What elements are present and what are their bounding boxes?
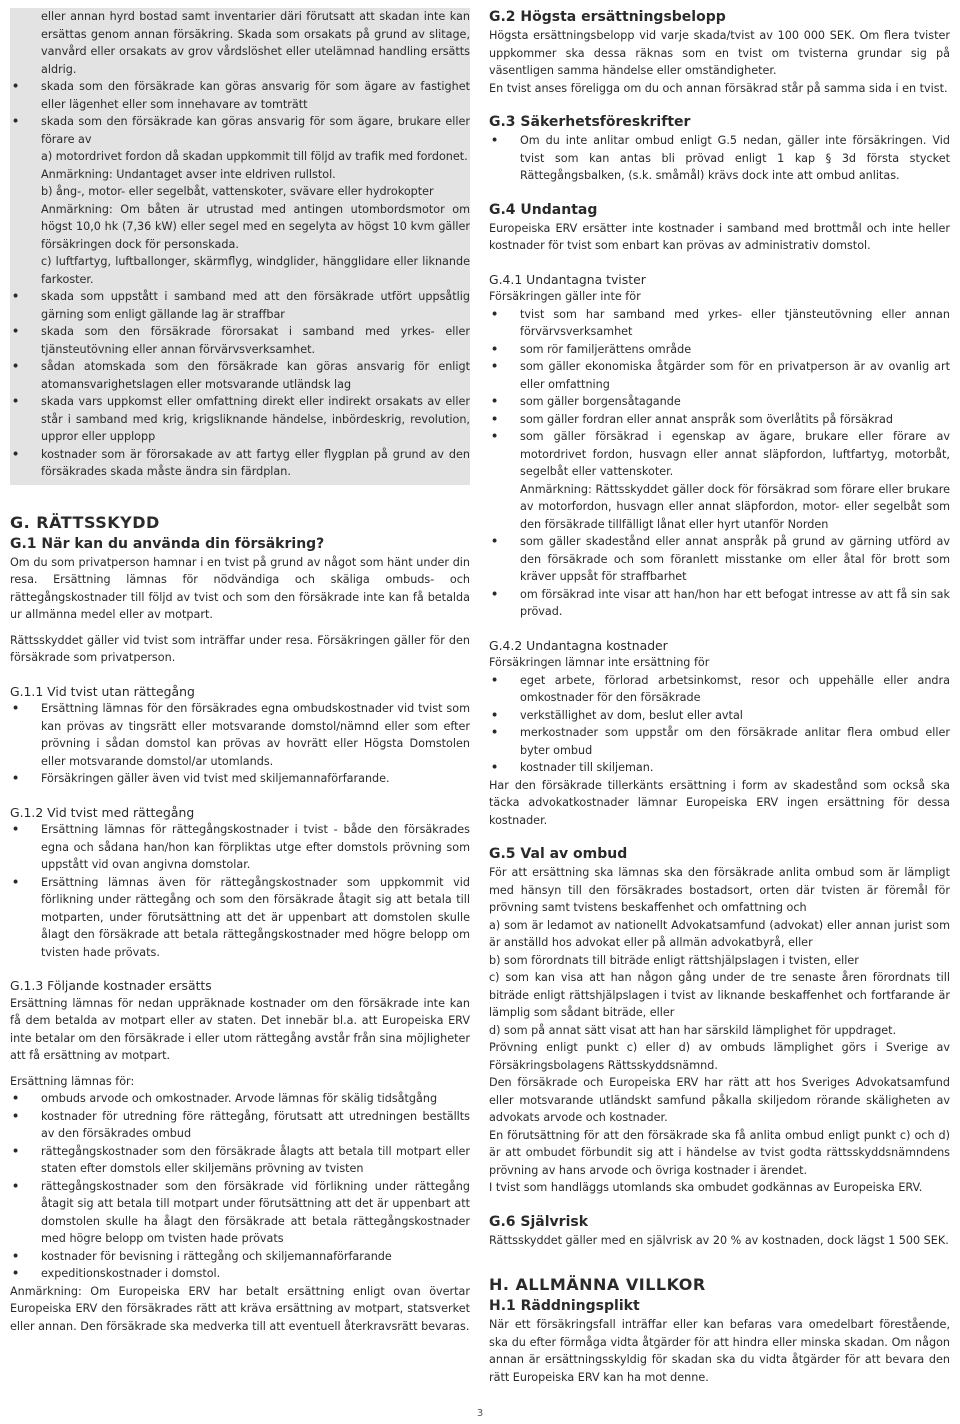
panel-item-b: b) ång-, motor- eller segelbåt, vattenskoter, svävare eller hydrokopter	[41, 185, 434, 198]
g2-paragraph: En tvist anses föreligga om du och annan försäkrad står på samma sida i en tvist.	[489, 81, 948, 95]
g1-paragraph: Om du som privatperson hamnar i en tvist på grund av något som hänt under din resa. Ersättning lämnas för nödvändiga och skäliga ombuds- och rättegångskostnader till följd av tvist och som den försäkrade inte kan få betalda ur allmänna medel eller av motpart.	[10, 555, 470, 621]
panel-intro: eller annan hyrd bostad samt inventarier däri förutsatt att skadan inte kan ersättas genom annan försäkring. Skada som orsakats på grund av slitage, vanvård eller orsakats av grov vårdslöshet eller utelämnad handling ersätts aldrig.	[41, 10, 470, 76]
g42-bullet: • verkställighet av dom, beslut eller avtal	[489, 707, 950, 725]
heading-g42: G.4.2 Undantagna kostnader	[489, 637, 668, 653]
g42-lead: Försäkringen lämnar inte ersättning för	[489, 656, 710, 669]
g13-bullet: • kostnader för utredning före rättegång, förutsatt att utredningen beställts av den försäkrades ombud	[10, 1108, 470, 1143]
g13-lead: Ersättning lämnas för:	[10, 1074, 135, 1088]
g4-paragraph: Europeiska ERV ersätter inte kostnader i samband med brottmål och inte heller kostnader för tvist som enbart kan prövas av administrativ domstol.	[489, 221, 950, 252]
g12-bullet: • Ersättning lämnas även för rättegångskostnader som uppkommit vid förlikning under rättegång och som den försäkrade åtagit sig att betala till motparten, under förutsättning att det är uppenbart att domstolen skulle ålagt den försäkrade att betala rättegångskostnader med högre belopp om tvisten hade prövats.	[10, 874, 470, 962]
heading-g11: G.1.1 Vid tvist utan rättegång	[10, 683, 195, 699]
heading-g41: G.4.1 Undantagna tvister	[489, 271, 646, 287]
right-column	[489, 8, 950, 1386]
g13-bullet: • ombuds arvode och omkostnader. Arvode lämnas för skälig tidsåtgång	[10, 1090, 470, 1108]
g1-paragraph: Rättsskyddet gäller vid tvist som inträffar under resa. Försäkringen gäller för den försäkrade som privatperson.	[10, 633, 470, 664]
g2-paragraph: Högsta ersättningsbelopp vid varje skada/tvist av 100 000 SEK. Om flera tvister uppkommer ska dessa räknas som en tvist om tvisterna grundar sig på väsentligen samma händelse eller omständigheter.	[489, 29, 950, 77]
left-column	[10, 8, 470, 1335]
g13-bullet: • kostnader för bevisning i rättegång och skiljemannaförfarande	[10, 1248, 470, 1266]
g42-paragraph: Har den försäkrade tillerkänts ersättning i form av skadestånd som också ska täcka advokatkostnader lämnar Europeiska ERV ingen ersättning för dessa kostnader.	[489, 778, 950, 827]
panel-bullet: • skada som den försäkrade kan göras ansvarig för som ägare, brukare eller förare av	[10, 113, 470, 148]
g6-paragraph: Rättsskyddet gäller med en självrisk av 20 % av kostnaden, dock lägst 1 500 SEK.	[489, 1233, 949, 1247]
g13-bullet: • rättegångskostnader som den försäkrade ålagts att betala till motpart eller staten efter domstols eller skiljemäns prövning av tvisten	[10, 1143, 470, 1178]
g5-paragraph: För att ersättning ska lämnas ska den försäkrade anlita ombud som är lämpligt med hänsyn till den försäkrades bostadsort, orten där tvisten är föremål för prövning samt tvistens beskaffenhet och omfattning och	[489, 866, 950, 914]
panel-item-c: c) luftfartyg, luftballonger, skärmflyg, windglider, hängglidare eller liknande farkoster.	[41, 255, 470, 286]
g42-bullet: • kostnader till skiljeman.	[489, 759, 950, 777]
heading-g3: G.3 Säkerhetsföreskrifter	[489, 114, 691, 130]
g13-bullet: • rättegångskostnader som den försäkrade vid förlikning under rättegång åtagit sig att betala till motpart under förutsättning att det är uppenbart att domstolen skulle ha ålagt den försäkrade att betala rättegångskostnader med högre belopp om tvisten hade prövats	[10, 1178, 470, 1248]
heading-g13: G.1.3 Följande kostnader ersätts	[10, 978, 212, 993]
g11-bullet: • Försäkringen gäller även vid tvist med skiljemannaförfarande.	[10, 770, 470, 788]
g12-bullet: • Ersättning lämnas för rättegångskostnader i tvist - både den försäkrades egna och sådana han/hon kan förpliktas utge efter domstols prövning som uppstått vid ovan angivna domstolar.	[10, 821, 470, 874]
panel-bullet: • skada vars uppkomst eller omfattning direkt eller indirekt orsakats av eller står i samband med krig, krigsliknande händelse, inbördeskrig, revolution, uppror eller upplopp	[10, 393, 470, 446]
g5-item-d: d) som på annat sätt visat att han har särskild lämplighet för uppdraget.	[489, 1023, 897, 1037]
g5-paragraph: I tvist som handläggs utomlands ska ombudet godkännas av Europeiska ERV.	[489, 1181, 923, 1194]
g41-bullet: • som gäller borgensåtagande	[489, 393, 950, 411]
g5-item-b: b) som förordnats till biträde enligt rättshjälpslagen i tvisten, eller	[489, 953, 859, 967]
g41-bullet: • som gäller fordran eller annat anspråk som överlåtits på försäkrad	[489, 411, 950, 429]
g41-lead: Försäkringen gäller inte för	[489, 290, 641, 303]
panel-note-b: Anmärkning: Om båten är utrustad med antingen utombordsmotor om högst 10,0 hk (7,36 kW) eller segel med en segelyta av högst 10 kvm gäller försäkringen dock för personskada.	[41, 202, 470, 251]
g41-bullet: • som gäller skadestånd eller annat anspråk på grund av gärning utförd av den försäkrade och som föranlett misstanke om eller åtal för brott som kräver uppsåt för straffbarhet	[489, 533, 950, 586]
section-title-h: H. ALLMÄNNA VILLKOR	[489, 1275, 706, 1294]
heading-g5: G.5 Val av ombud	[489, 846, 628, 862]
g11-bullet: • Ersättning lämnas för den försäkrades egna ombudskostnader vid tvist som kan prövas av tingsrätt eller motsvarande domstol/nämnd eller som efter prövning i sådan domstol kan prövas av hovrätt eller Högsta Domstolen eller motsvarande domstol/ar utomlands.	[10, 700, 470, 770]
g41-bullet: • om försäkrad inte visar att han/hon har ett befogat intresse av att få sin sak prövad.	[489, 586, 950, 621]
g5-paragraph: Prövning enligt punkt c) eller d) av ombuds lämplighet görs i Sverige av Försäkringsbolagens Rättsskyddsnämnd.	[489, 1041, 950, 1072]
panel-bullet: • sådan atomskada som den försäkrade kan göras ansvarig för enligt atomansvarighetslagen eller motsvarande utländsk lag	[10, 358, 470, 393]
g41-bullet: • som rör familjerättens område	[489, 341, 950, 359]
g13-note: Anmärkning: Om Europeiska ERV har betalt ersättning enligt ovan övertar Europeiska ERV den försäkrades rätt att kräva ersättning av motpart, statsverket eller annan. Den försäkrade ska medverka till att eventuell återkravsrätt bevaras.	[10, 1284, 470, 1333]
heading-g2: G.2 Högsta ersättningsbelopp	[489, 9, 726, 25]
heading-g12: G.1.2 Vid tvist med rättegång	[10, 804, 195, 820]
g41-note: Anmärkning: Rättsskyddet gäller dock för försäkrad som förare eller brukare av motorfordon, husvagn eller annat släpfordon, motor- eller segelbåt som den försäkrade tillfälligt lånat eller hyrt utanför Norden	[520, 482, 950, 531]
g5-item-c: c) som kan visa att han någon gång under de tre senaste åren förordnats till biträde enligt rättshjälpslagen i tvist av liknande beskaffenhet och fortfarande är lämplig som sådant biträde, eller	[489, 971, 950, 1019]
g5-item-a: a) som är ledamot av nationellt Advokatsamfund (advokat) eller annan jurist som är anställd hos advokat eller på allmän advokatbyrå, eller	[489, 918, 950, 949]
h1-paragraph: När ett försäkringsfall inträffar eller kan befaras vara omedelbart förestående, ska du efter förmåga vidta åtgärder för att hindra eller minska skadan. Om någon annan är ersättningsskyldig för skadan ska du vidta åtgärder för att bevara den rätt Europeiska ERV kan ha mot denne.	[489, 1318, 950, 1384]
g42-bullet: • merkostnader som uppstår om den försäkrade anlitar flera ombud eller byter ombud	[489, 724, 950, 759]
exclusions-panel	[10, 8, 470, 485]
g5-paragraph: Den försäkrade och Europeiska ERV har rätt att hos Sveriges Advokatsamfund eller motsvarande utländskt samfund påkalla skiljedom rörande skäligheten av advokats arvode och kostnader.	[489, 1076, 950, 1124]
g41-bullet: • som gäller försäkrad i egenskap av ägare, brukare eller förare av motordrivet fordon, husvagn eller annat släpfordon, luftfartyg, motorbåt, segelbåt eller vattenskoter.	[489, 428, 950, 481]
page-number: 3	[476, 1408, 484, 1419]
heading-g4: G.4 Undantag	[489, 201, 598, 218]
heading-g1: G.1 När kan du använda din försäkring?	[10, 535, 325, 552]
section-title-g: G. RÄTTSSKYDD	[10, 512, 160, 532]
g3-bullet: • Om du inte anlitar ombud enligt G.5 nedan, gäller inte försäkringen. Vid tvist som kan antas bli prövad enligt 1 kap § 3d första stycket Rättegångsbalken, (s.k. småmål) krävs dock inte att ombud anlitas.	[489, 132, 950, 185]
g13-bullet: • expeditionskostnader i domstol.	[10, 1265, 470, 1283]
g13-paragraph: Ersättning lämnas för nedan uppräknade kostnader om den försäkrade inte kan få dem betalda av motpart eller av staten. Det innebär bl.a. att Europeiska ERV inte betalar om den försäkrade i eller utom rättegång avstår från sina möjligheter att få ersättning av motpart.	[10, 996, 470, 1062]
g41-bullet: • som gäller ekonomiska åtgärder som för en privatperson är av ovanlig art eller omfattning	[489, 358, 950, 393]
g41-bullet: • tvist som har samband med yrkes- eller tjänsteutövning eller annan förvärvsverksamhet	[489, 306, 950, 341]
panel-bullet: • kostnader som är förorsakade av att fartyg eller flygplan på grund av den försäkrades skada måste ändra sin färdplan.	[10, 446, 470, 481]
panel-note-a: Anmärkning: Undantaget avser inte eldriven rullstol.	[41, 167, 336, 181]
g5-paragraph: En förutsättning för att den försäkrade ska få anlita ombud enligt punkt c) och d) är att ombudet förbundit sig att i händelse av tvist godta rättsskyddsnämndens prövning av hans arvode och övriga kostnader i ärendet.	[489, 1128, 950, 1177]
g42-bullet: • eget arbete, förlorad arbetsinkomst, resor och uppehälle eller andra omkostnader för den försäkrade	[489, 672, 950, 707]
heading-h1: H.1 Räddningsplikt	[489, 1298, 640, 1314]
panel-bullet: • skada som uppstått i samband med att den försäkrade utfört uppsåtlig gärning som enligt gällande lag är straffbar	[10, 288, 470, 323]
heading-g6: G.6 Självrisk	[489, 1213, 589, 1230]
panel-item-a: a) motordrivet fordon då skadan uppkommit till följd av trafik med fordonet.	[41, 150, 468, 163]
panel-bullet: • skada som den försäkrade kan göras ansvarig för som ägare av fastighet eller lägenhet eller som innehavare av tomträtt	[10, 78, 470, 113]
panel-bullet: • skada som den försäkrade förorsakat i samband med yrkes- eller tjänsteutövning eller annan förvärvsverksamhet.	[10, 323, 470, 358]
